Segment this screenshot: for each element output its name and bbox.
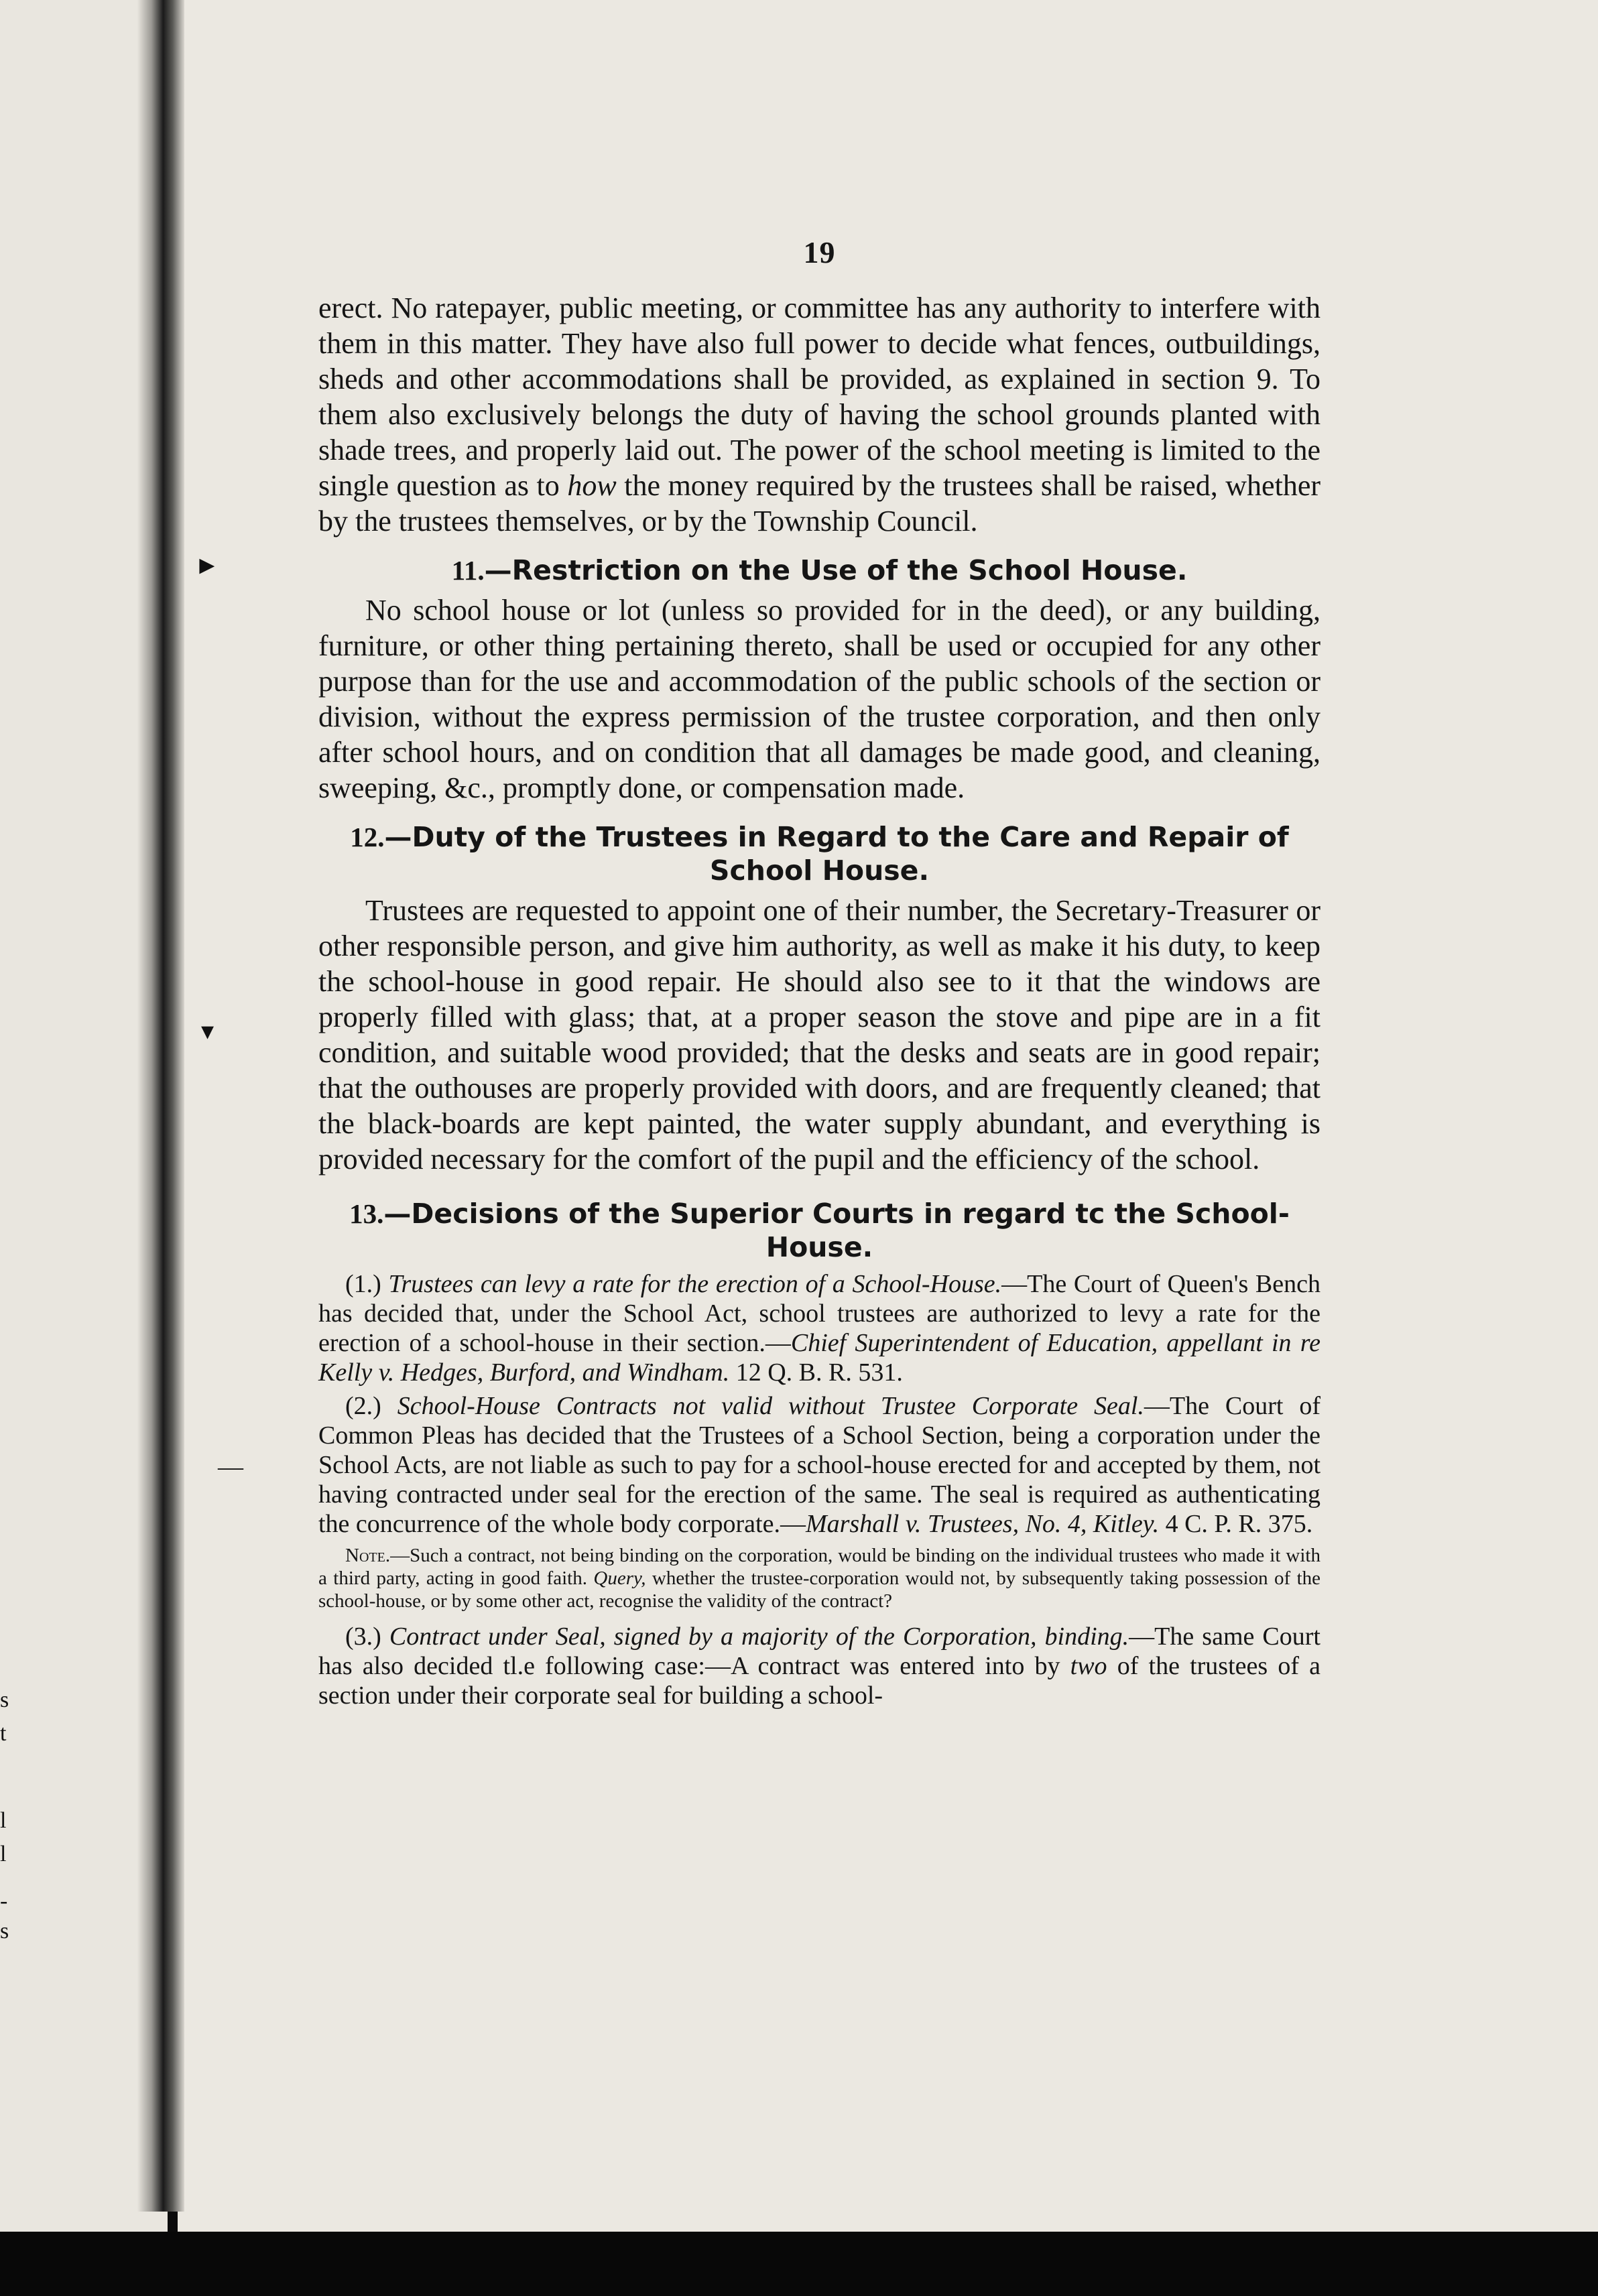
section-11-text: No school house or lot (unless so provided for in the deed), or any building, furniture, or other thing pertaining thereto, shall be used or occupied for any other purpose than for the use and accommodation of the public schools of the section or division, without the express permission of the trustee corporation, and then only after school hours, and on condition that all damages be made good, and cleaning, sweeping, &c., promptly done, or compensation made. bbox=[318, 594, 1320, 804]
margin-mark-icon: — bbox=[218, 1453, 243, 1481]
facing-page-fragment: t bbox=[0, 1721, 7, 1746]
section-11-heading: 11.—Restriction on the Use of the School House. bbox=[451, 554, 1188, 586]
facing-page-fragment: s bbox=[0, 1687, 9, 1712]
intro-paragraph: erect. No ratepayer, public meeting, or committee has any authority to interfere with them in this matter. They have also full power to decide what fences, outbuildings, sheds and other accommodations shall be provided, as explained in section 9. To them also exclusively belongs the duty of having the school grounds planted with shade trees, and properly laid out. The power of the school meeting is limited to the single question as to how the money required by the trustees shall be raised, whether by the trustees themselves, or by the Township Council. bbox=[318, 292, 1320, 537]
facing-page-fragment: - bbox=[0, 1889, 8, 1913]
case-3: (3.) Contract under Seal, signed by a majority of the Corporation, binding.—The same Court has also decided tl.e following case:—A contract was entered into by two of the trustees of a section under their corporate seal for building a school- bbox=[318, 1622, 1320, 1710]
case-1: (1.) Trustees can levy a rate for the erection of a School-House.—The Court of Queen's Bench has decided that, under the School Act, school trustees are authorized to levy a rate for the erection of a school-house in their section.—Chief Superintendent of Education, appellant in re Kelly v. Hedges, Burford, and Windham. 12 Q. B. R. 531. bbox=[318, 1270, 1320, 1387]
section-13-heading: 13.—Decisions of the Superior Courts in regard tc the School-House. bbox=[349, 1198, 1290, 1263]
case-2: (2.) School-House Contracts not valid without Trustee Corporate Seal.—The Court of Common Pleas has decided that the Trustees of a School Section, being a corporation under the School Acts, are not liable as such to pay for a school-house erected for and accepted by them, not having contracted under seal for the erection of the same. The seal is required as authenticating the concurrence of the whole body corporate.—Marshall v. Trustees, No. 4, Kitley. 4 C. P. R. 375. bbox=[318, 1392, 1321, 1538]
scan-bottom-border bbox=[0, 2232, 1598, 2296]
section-12-text: Trustees are requested to appoint one of their number, the Secretary-Treasurer or other responsible person, and give him authority, as well as make it his duty, to keep the school-house in good repair. He should also see to it that the windows are properly filled with glass; that, at a proper season the stove and pipe are in a fit condition, and suitable wood provided; that the desks and seats are in good repair; that the outhouses are properly provided with doors, and are frequently cleaned; that the black-boards are kept painted, the water supply abundant, and everything is provided necessary for the comfort of the pupil and the efficiency of the school. bbox=[318, 894, 1320, 1175]
facing-page-fragment: l bbox=[0, 1808, 7, 1833]
facing-page-fragment: l bbox=[0, 1842, 7, 1866]
book-gutter bbox=[137, 0, 184, 2212]
section-12-heading: 12.—Duty of the Trustees in Regard to the Care and Repair of School House. bbox=[350, 821, 1289, 887]
page-number: 19 bbox=[803, 235, 836, 269]
margin-mark-icon: ▾ bbox=[201, 1017, 214, 1045]
page-content bbox=[318, 235, 1320, 1710]
facing-page-fragment: s bbox=[0, 1919, 9, 1943]
margin-mark-icon: ► bbox=[194, 552, 220, 580]
case-2-note: Note.—Such a contract, not being binding on the corporation, would be binding on the individual trustees who made it with a third party, acting in good faith. Query, whether the trustee-corporation would not, by subsequently taking possession of the school-house, or by some other act, recognise the validity of the contract? bbox=[318, 1545, 1320, 1612]
